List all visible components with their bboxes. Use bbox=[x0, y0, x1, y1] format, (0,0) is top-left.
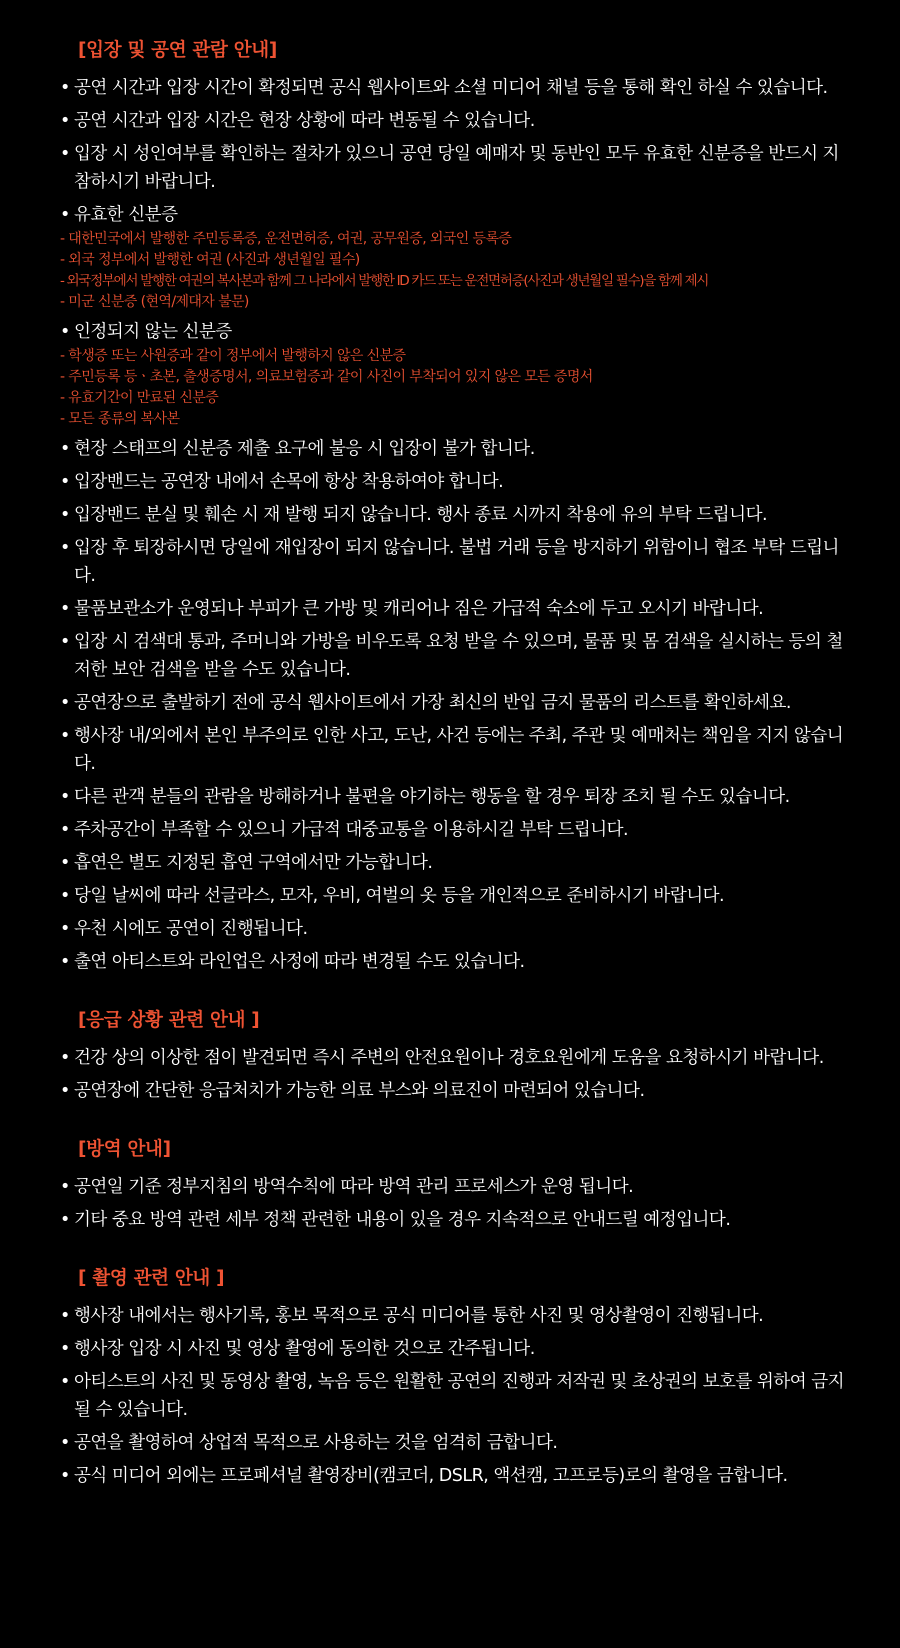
list-item: • 출연 아티스트와 라인업은 사정에 따라 변경될 수도 있습니다. bbox=[60, 948, 848, 976]
list-item: • 주차공간이 부족할 수 있으니 가급적 대중교통을 이용하시길 부탁 드립니다. bbox=[60, 816, 848, 844]
list-item: • 행사장 내/외에서 본인 부주의로 인한 사고, 도난, 사건 등에는 주최, 주관 및 예매처는 책임을 지지 않습니다. bbox=[60, 722, 848, 778]
valid-id-sublist bbox=[60, 229, 848, 313]
section-title: [방역 안내] bbox=[78, 1139, 171, 1160]
list-item: • 입장 시 검색대 통과, 주머니와 가방을 비우도록 요청 받을 수 있으며, 물품 및 몸 검색을 실시하는 등의 철저한 보안 검색을 받을 수도 있습니다. bbox=[60, 628, 848, 684]
list-item: • 공연장에 간단한 응급처치가 가능한 의료 부스와 의료진이 마련되어 있습니다. bbox=[60, 1077, 848, 1105]
invalid-id-sublist bbox=[60, 346, 848, 430]
sub-item: - 미군 신분증 (현역/제대자 불문) bbox=[60, 294, 249, 310]
list-item: • 입장밴드 분실 및 훼손 시 재 발행 되지 않습니다. 행사 종료 시까지 착용에 유의 부탁 드립니다. bbox=[60, 501, 848, 529]
list-item: • 입장 후 퇴장하시면 당일에 재입장이 되지 않습니다. 불법 거래 등을 방지하기 위함이니 협조 부탁 드립니다. bbox=[60, 534, 848, 590]
item-list bbox=[60, 1302, 848, 1490]
list-item: • 입장밴드는 공연장 내에서 손목에 항상 착용하여야 합니다. bbox=[60, 468, 848, 496]
section-title: [ 촬영 관련 안내 ] bbox=[78, 1268, 225, 1289]
list-item: • 공연장으로 출발하기 전에 공식 웹사이트에서 가장 최신의 반입 금지 물품의 리스트를 확인하세요. bbox=[60, 689, 848, 717]
sub-item: - 모든 종류의 복사본 bbox=[60, 411, 180, 427]
list-item: • 공식 미디어 외에는 프로페셔널 촬영장비(캠코더, DSLR, 액션캠, 고프로등)로의 촬영을 금합니다. bbox=[60, 1462, 848, 1490]
sub-item: - 주민등록 등ㆍ초본, 출생증명서, 의료보험증과 같이 사진이 부착되어 있지 않은 모든 증명서 bbox=[60, 369, 593, 385]
list-item: • 기타 중요 방역 관련 세부 정책 관련한 내용이 있을 경우 지속적으로 안내드릴 예정입니다. bbox=[60, 1206, 848, 1234]
list-item: • 공연을 촬영하여 상업적 목적으로 사용하는 것을 엄격히 금합니다. bbox=[60, 1429, 848, 1457]
list-item: • 공연 시간과 입장 시간은 현장 상황에 따라 변동될 수 있습니다. bbox=[60, 107, 848, 135]
list-item: • 입장 시 성인여부를 확인하는 절차가 있으니 공연 당일 예매자 및 동반인 모두 유효한 신분증을 반드시 지참하시기 바랍니다. bbox=[60, 140, 848, 196]
list-item: • 물품보관소가 운영되나 부피가 큰 가방 및 캐리어나 짐은 가급적 숙소에 두고 오시기 바랍니다. bbox=[60, 595, 848, 623]
section-quarantine bbox=[60, 1135, 848, 1234]
section-entry bbox=[60, 36, 848, 976]
list-item: • 현장 스태프의 신분증 제출 요구에 불응 시 입장이 불가 합니다. bbox=[60, 435, 848, 463]
section-filming bbox=[60, 1264, 848, 1490]
list-item: • 건강 상의 이상한 점이 발견되면 즉시 주변의 안전요원이나 경호요원에게 도움을 요청하시기 바랍니다. bbox=[60, 1044, 848, 1072]
list-item: • 다른 관객 분들의 관람을 방해하거나 불편을 야기하는 행동을 할 경우 퇴장 조치 될 수도 있습니다. bbox=[60, 783, 848, 811]
list-item: • 우천 시에도 공연이 진행됩니다. bbox=[60, 915, 848, 943]
list-item-valid-id: • 유효한 신분증 - 대한민국에서 발행한 주민등록증, 운전면허증, 여권, 공무원증, 외국인 등록증 - 외국 정부에서 발행한 여권 (사진과 생년월일 필수) - 외국정부에서 발행한 여권의 복사본과 함께 그 나라에서 발행한 ID 카드 또는 운전면허증(사진과 생년월일 필수)을 함께 제시 - 미군 신분증 (현역/제대자 불문) bbox=[60, 201, 848, 313]
sub-item: - 학생증 또는 사원증과 같이 정부에서 발행하지 않은 신분증 bbox=[60, 348, 406, 364]
sub-item: - 대한민국에서 발행한 주민등록증, 운전면허증, 여권, 공무원증, 외국인 등록증 bbox=[60, 231, 512, 247]
list-item: • 흡연은 별도 지정된 흡연 구역에서만 가능합니다. bbox=[60, 849, 848, 877]
list-item: • 공연일 기준 정부지침의 방역수칙에 따라 방역 관리 프로세스가 운영 됩니다. bbox=[60, 1173, 848, 1201]
section-title: [입장 및 공연 관람 안내] bbox=[78, 40, 278, 61]
sub-item: - 외국정부에서 발행한 여권의 복사본과 함께 그 나라에서 발행한 ID 카드 또는 운전면허증(사진과 생년월일 필수)을 함께 제시 bbox=[60, 273, 709, 289]
list-item: • 행사장 입장 시 사진 및 영상 촬영에 동의한 것으로 간주됩니다. bbox=[60, 1335, 848, 1363]
list-item-invalid-id: • 인정되지 않는 신분증 - 학생증 또는 사원증과 같이 정부에서 발행하지 않은 신분증 - 주민등록 등ㆍ초본, 출생증명서, 의료보험증과 같이 사진이 부착되어 있지 않은 모든 증명서 - 유효기간이 만료된 신분증 - 모든 종류의 복사본 bbox=[60, 318, 848, 430]
list-item: • 아티스트의 사진 및 동영상 촬영, 녹음 등은 원활한 공연의 진행과 저작권 및 초상권의 보호를 위하여 금지될 수 있습니다. bbox=[60, 1368, 848, 1424]
item-list bbox=[60, 74, 848, 976]
section-title: [응급 상황 관련 안내 ] bbox=[78, 1010, 260, 1031]
item-list bbox=[60, 1044, 848, 1105]
list-item: • 행사장 내에서는 행사기록, 홍보 목적으로 공식 미디어를 통한 사진 및 영상촬영이 진행됩니다. bbox=[60, 1302, 848, 1330]
sub-item: - 외국 정부에서 발행한 여권 (사진과 생년월일 필수) bbox=[60, 252, 360, 268]
list-item: • 당일 날씨에 따라 선글라스, 모자, 우비, 여벌의 옷 등을 개인적으로 준비하시기 바랍니다. bbox=[60, 882, 848, 910]
sub-item: - 유효기간이 만료된 신분증 bbox=[60, 390, 219, 406]
list-item: • 공연 시간과 입장 시간이 확정되면 공식 웹사이트와 소셜 미디어 채널 등을 통해 확인 하실 수 있습니다. bbox=[60, 74, 848, 102]
section-emergency bbox=[60, 1006, 848, 1105]
item-list bbox=[60, 1173, 848, 1234]
